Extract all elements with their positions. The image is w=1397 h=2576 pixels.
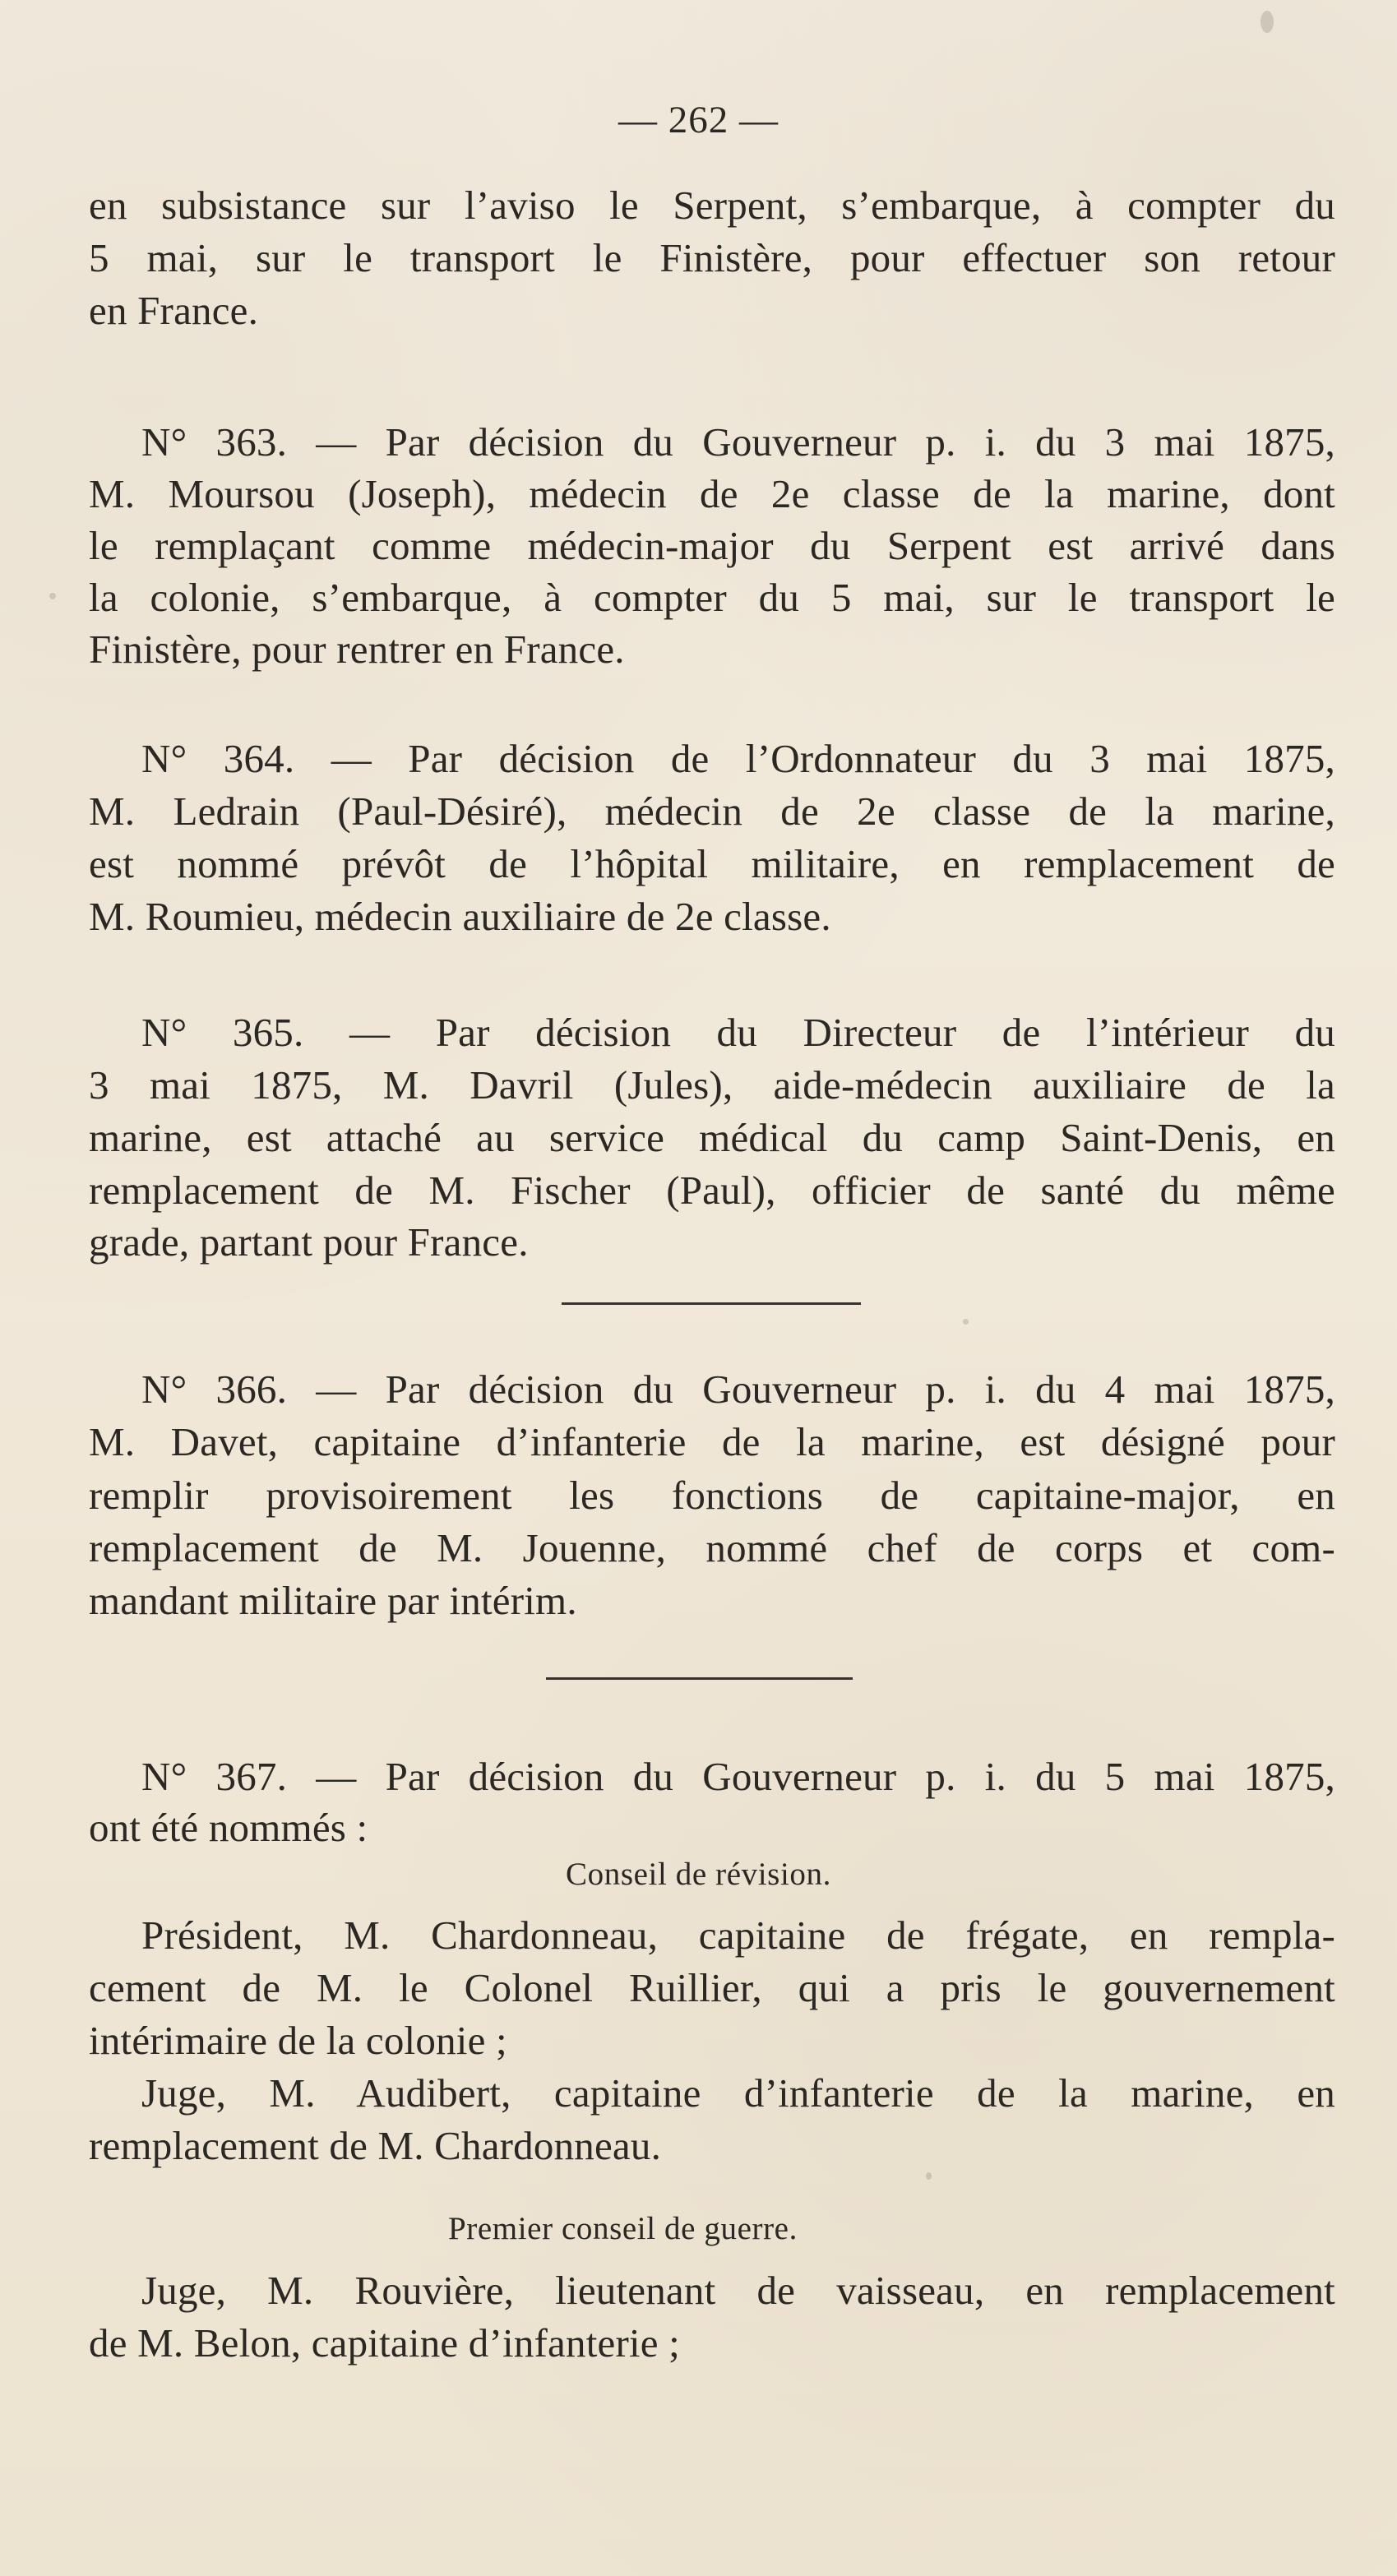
text-line: en subsistance sur l’aviso le Serpent, s’embarque, à compter du: [89, 183, 1335, 228]
text-line: N° 365. — Par décision du Directeur de l’intérieur du: [141, 1010, 1335, 1055]
text-line: de M. Belon, capitaine d’infanterie ;: [89, 2320, 681, 2366]
text-line: N° 367. — Par décision du Gouverneur p. i. du 5 mai 1875,: [141, 1754, 1335, 1799]
conseil-de-revision-heading: Conseil de révision.: [566, 1857, 831, 1892]
text-line: marine, est attaché au service médical du camp Saint-Denis, en: [89, 1115, 1335, 1160]
text-line: la colonie, s’embarque, à compter du 5 mai, sur le transport le: [89, 575, 1335, 620]
paper-spot: [49, 593, 56, 599]
text-line: remplacement de M. Chardonneau.: [89, 2123, 662, 2168]
text-line: Juge, M. Rouvière, lieutenant de vaisseau, en remplacement: [141, 2268, 1335, 2313]
text-line: est nommé prévôt de l’hôpital militaire, en remplacement de: [89, 841, 1335, 886]
paper-spot: [963, 1319, 969, 1325]
text-line: ont été nommés :: [89, 1805, 368, 1850]
text-line: 5 mai, sur le transport le Finistère, pour effectuer son retour: [89, 235, 1335, 280]
text-line: M. Roumieu, médecin auxiliaire de 2e classe.: [89, 894, 831, 939]
text-line: Président, M. Chardonneau, capitaine de frégate, en rempla-: [141, 1912, 1335, 1958]
paper-spot: [926, 2172, 932, 2180]
section-divider: [546, 1677, 853, 1680]
text-line: cement de M. le Colonel Ruillier, qui a pris le gouvernement: [89, 1965, 1335, 2010]
text-line: Juge, M. Audibert, capitaine d’infanterie de la marine, en: [141, 2070, 1335, 2116]
paper-spot: [1261, 11, 1274, 33]
text-line: 3 mai 1875, M. Davril (Jules), aide-médecin auxiliaire de la: [89, 1062, 1335, 1108]
text-line: remplir provisoirement les fonctions de capitaine-major, en: [89, 1473, 1335, 1518]
section-divider: [562, 1302, 861, 1305]
text-line: Finistère, pour rentrer en France.: [89, 627, 625, 672]
text-line: M. Davet, capitaine d’infanterie de la marine, est désigné pour: [89, 1419, 1335, 1464]
text-line: remplacement de M. Fischer (Paul), officier de santé du même: [89, 1168, 1335, 1213]
text-line: M. Moursou (Joseph), médecin de 2e classe de la marine, dont: [89, 471, 1335, 516]
text-line: M. Ledrain (Paul-Désiré), médecin de 2e classe de la marine,: [89, 789, 1335, 834]
text-line: N° 363. — Par décision du Gouverneur p. i. du 3 mai 1875,: [141, 419, 1335, 465]
text-line: remplacement de M. Jouenne, nommé chef de corps et com-: [89, 1525, 1335, 1570]
text-line: N° 366. — Par décision du Gouverneur p. i. du 4 mai 1875,: [141, 1367, 1335, 1412]
text-line: intérimaire de la colonie ;: [89, 2018, 507, 2063]
page-number: — 262 —: [618, 99, 779, 141]
premier-conseil-heading: Premier conseil de guerre.: [448, 2211, 798, 2246]
text-line: N° 364. — Par décision de l’Ordonnateur du 3 mai 1875,: [141, 736, 1335, 781]
text-line: grade, partant pour France.: [89, 1219, 529, 1265]
text-line: mandant militaire par intérim.: [89, 1578, 577, 1623]
text-line: en France.: [89, 288, 259, 333]
text-line: le remplaçant comme médecin-major du Serpent est arrivé dans: [89, 523, 1335, 568]
